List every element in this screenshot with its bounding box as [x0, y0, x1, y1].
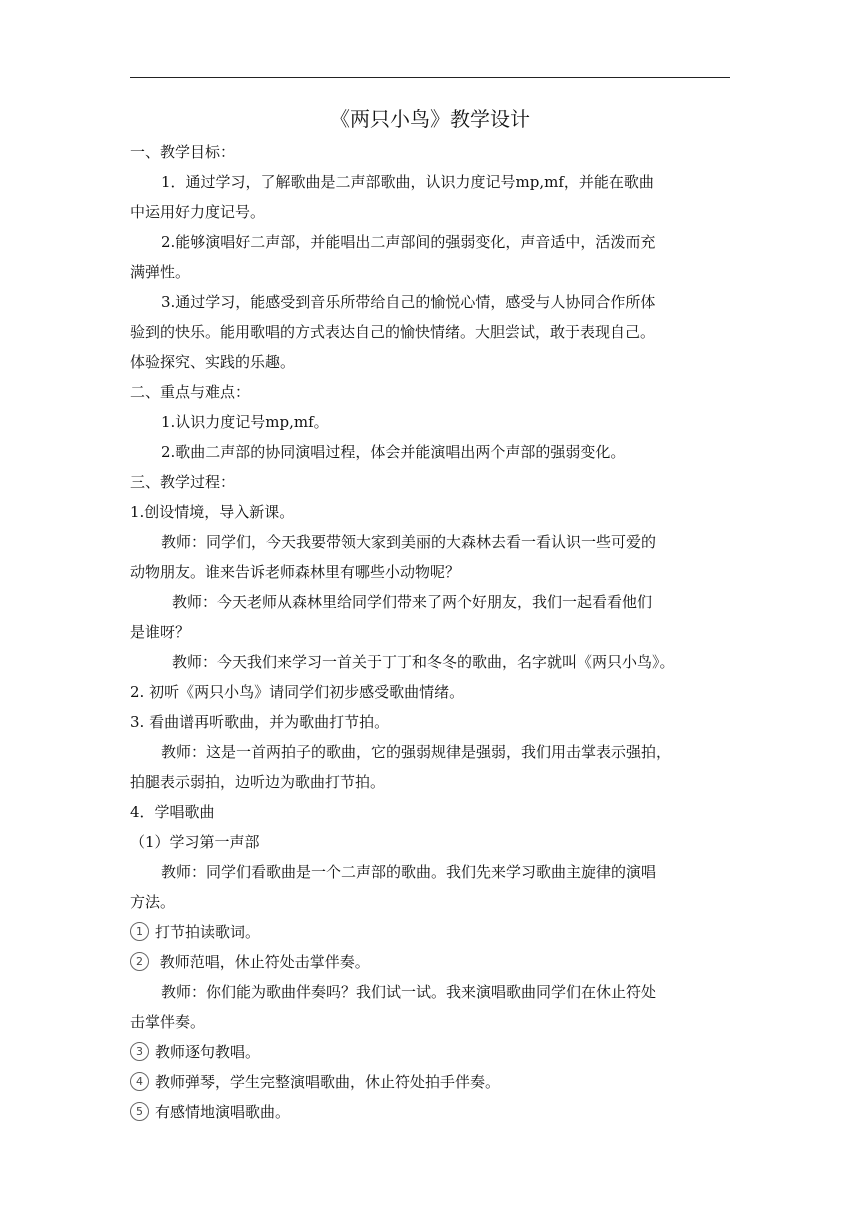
paragraph-line: 体验探究、实践的乐趣。 [130, 353, 296, 371]
paragraph-line: （1）学习第一声部 [130, 833, 260, 851]
paragraph-line: 教师：今天我们来学习一首关于丁丁和冬冬的歌曲，名字就叫《两只小鸟》。 [172, 653, 675, 671]
paragraph-line: 教师：你们能为歌曲伴奏吗？我们试一试。我来演唱歌曲同学们在休止符处 [161, 983, 657, 1001]
paragraph-line: 一、教学目标： [130, 143, 236, 161]
document-lines [130, 137, 730, 1127]
step-text: 打节拍读歌词。 [155, 923, 261, 941]
step-text: 教师范唱，休止符处击掌伴奏。 [155, 953, 370, 971]
paragraph-line: 中运用好力度记号。 [130, 203, 266, 221]
document-body [130, 103, 730, 1127]
paragraph-line: 满弹性。 [130, 263, 191, 281]
paragraph-line: 教师：同学们，今天我要带领大家到美丽的大森林去看一看认识一些可爱的 [161, 533, 657, 551]
paragraph-line: 1．通过学习，了解歌曲是二声部歌曲，认识力度记号mp,mf，并能在歌曲 [161, 173, 654, 191]
enumerated-step [130, 1067, 730, 1097]
paragraph-line: 教师：今天老师从森林里给同学们带来了两个好朋友，我们一起看看他们 [172, 593, 653, 611]
step-text: 教师弹琴，学生完整演唱歌曲，休止符处拍手伴奏。 [155, 1073, 501, 1091]
paragraph-line: 3. 看曲谱再听歌曲，并为歌曲打节拍。 [130, 713, 390, 731]
paragraph-line: 教师：这是一首两拍子的歌曲，它的强弱规律是强弱，我们用击掌表示强拍， [161, 743, 672, 761]
paragraph-line: 是谁呀？ [130, 623, 191, 641]
paragraph-line: 方法。 [130, 893, 176, 911]
paragraph-line: 4．学唱歌曲 [130, 803, 215, 821]
step-text: 有感情地演唱歌曲。 [155, 1103, 291, 1121]
header-rule [130, 77, 730, 78]
paragraph-line: 二、重点与难点： [130, 383, 251, 401]
paragraph-line: 教师：同学们看歌曲是一个二声部的歌曲。我们先来学习歌曲主旋律的演唱 [161, 863, 657, 881]
circled-number-icon: 2 [130, 952, 149, 971]
step-text: 教师逐句教唱。 [155, 1043, 261, 1061]
paragraph-line: 动物朋友。谁来告诉老师森林里有哪些小动物呢？ [130, 563, 461, 581]
paragraph-line: 验到的快乐。能用歌唱的方式表达自己的愉快情绪。大胆尝试，敢于表现自己。 [130, 323, 656, 341]
paragraph-line: 2.歌曲二声部的协同演唱过程，体会并能演唱出两个声部的强弱变化。 [161, 443, 626, 461]
paragraph-line: 击掌伴奏。 [130, 1013, 206, 1031]
enumerated-step [130, 947, 730, 977]
circled-number-icon: 5 [130, 1102, 149, 1121]
paragraph-line: 三、教学过程： [130, 473, 236, 491]
paragraph-line: 拍腿表示弱拍，边听边为歌曲打节拍。 [130, 773, 386, 791]
paragraph-line: 3.通过学习，能感受到音乐所带给自己的愉悦心情，感受与人协同合作所体 [161, 293, 656, 311]
paragraph-line: 2. 初听《两只小鸟》请同学们初步感受歌曲情绪。 [130, 683, 465, 701]
enumerated-step [130, 917, 730, 947]
document-title: 《两只小鸟》教学设计 [330, 107, 530, 131]
circled-number-icon: 4 [130, 1072, 149, 1091]
paragraph-line: 1.创设情境，导入新课。 [130, 503, 295, 521]
circled-number-icon: 3 [130, 1042, 149, 1061]
enumerated-step [130, 1097, 730, 1127]
paragraph-line: 1.认识力度记号mp,mf。 [161, 413, 329, 431]
paragraph-line: 2.能够演唱好二声部，并能唱出二声部间的强弱变化，声音适中，活泼而充 [161, 233, 656, 251]
circled-number-icon: 1 [130, 922, 149, 941]
enumerated-step [130, 1037, 730, 1067]
